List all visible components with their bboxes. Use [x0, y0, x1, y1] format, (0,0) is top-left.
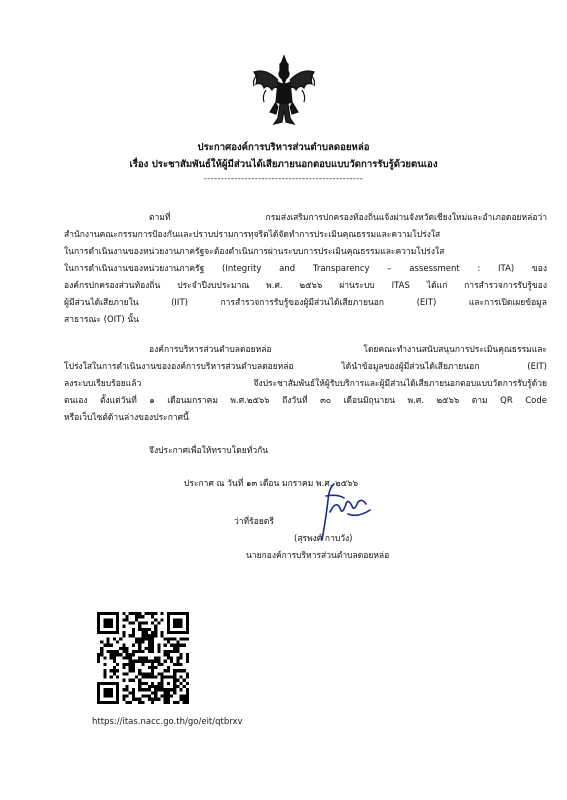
paragraph-2-line: โปร่งใสในการดำเนินงานขององค์การบริหารส่วนตำบลดอยหล่อ ได้นำข้อมูลของผู้มีส่วนได้เสียภายนอก (EIT) [64, 362, 547, 372]
eit-survey-link[interactable]: https://itas.nacc.go.th/go/eit/qtbrxv [92, 717, 243, 727]
signatory-position: นายกองค์การบริหารส่วนตำบลดอยหล่อ [246, 551, 390, 561]
paragraph-1-line: องค์กรปกครองส่วนท้องถิ่น ประจำปีงบประมาณ พ.ศ. ๒๕๖๖ ผ่านระบบ ITAS ได้แก่ การสำรวจการรับรู้ของ [64, 281, 547, 291]
announcement-date: ประกาศ ณ วันที่ ๑๓ เดือน มกราคม พ.ศ. ๒๕๖๖ [184, 479, 358, 489]
paragraph-2-line: หรือเว็บไซต์ด้านล่างของประกาศนี้ [64, 413, 189, 423]
signatory-title: ว่าที่ร้อยตรี [234, 517, 274, 527]
announcement-title: ประกาศองค์การบริหารส่วนตำบลดอยหล่อ [197, 142, 370, 153]
paragraph-1-line: ในการดำเนินงานของหน่วยงานภาครัฐ (Integrity and Transparency – assessment : ITA) ของ [64, 264, 547, 274]
garuda-emblem-icon [248, 50, 320, 130]
header-divider: ----------------------------------------------- [203, 174, 364, 183]
paragraph-2-line: ตนเอง ตั้งแต่วันที่ ๑ เดือนมกราคม พ.ศ.๒๕๖๖ ถึงวันที่ ๓๐ เดือนมิถุนายน พ.ศ. ๒๕๖๖ ตาม QR Code [64, 396, 547, 406]
paragraph-1-line: สำนักงานคณะกรรมการป้องกันและปราบปรามการทุจริตได้จัดทำการประเมินคุณธรรมและความโปร่งใส [64, 230, 441, 240]
paragraph-1-line: สาธารณะ (OIT) นั้น [64, 315, 139, 325]
paragraph-1-line: ในการดำเนินงานของหน่วยงานภาครัฐจะต้องดำเนินการผ่านระบบการประเมินคุณธรรมและความโปร่งใส [64, 247, 445, 257]
signatory-name: (สุรพงศ์ กาบวัง) [294, 534, 353, 544]
closing-statement: จึงประกาศเพื่อให้ทราบโดยทั่วกัน [149, 446, 269, 456]
paragraph-2-line: ลงระบบเรียบร้อยแล้ว จึงประชาสัมพันธ์ให้ผู้รับบริการและผู้มีส่วนได้เสียภายนอกตอบแบบวัดการรับรู้ด้วย [64, 379, 547, 389]
paragraph-1-line: ผู้มีส่วนได้เสียภายใน (IIT) การสำรวจการรับรู้ของผู้มีส่วนได้เสียภายนอก (EIT) และการเปิดเผยข้อมูล [64, 298, 547, 308]
paragraph-1-line: ตามที่ กรมส่งเสริมการปกครองท้องถิ่นแจ้งผ่านจังหวัดเชียงใหม่และอำเภอดอยหล่อว่า [149, 213, 547, 223]
paragraph-2-line: องค์การบริหารส่วนตำบลดอยหล่อ โดยคณะทำงานสนับสนุนการประเมินคุณธรรมและ [149, 345, 547, 355]
announcement-subject: เรื่อง ประชาสัมพันธ์ให้ผู้มีส่วนได้เสียภายนอกตอบแบบวัดการรับรู้ด้วยตนเอง [129, 159, 438, 170]
qr-code[interactable] [97, 612, 189, 704]
